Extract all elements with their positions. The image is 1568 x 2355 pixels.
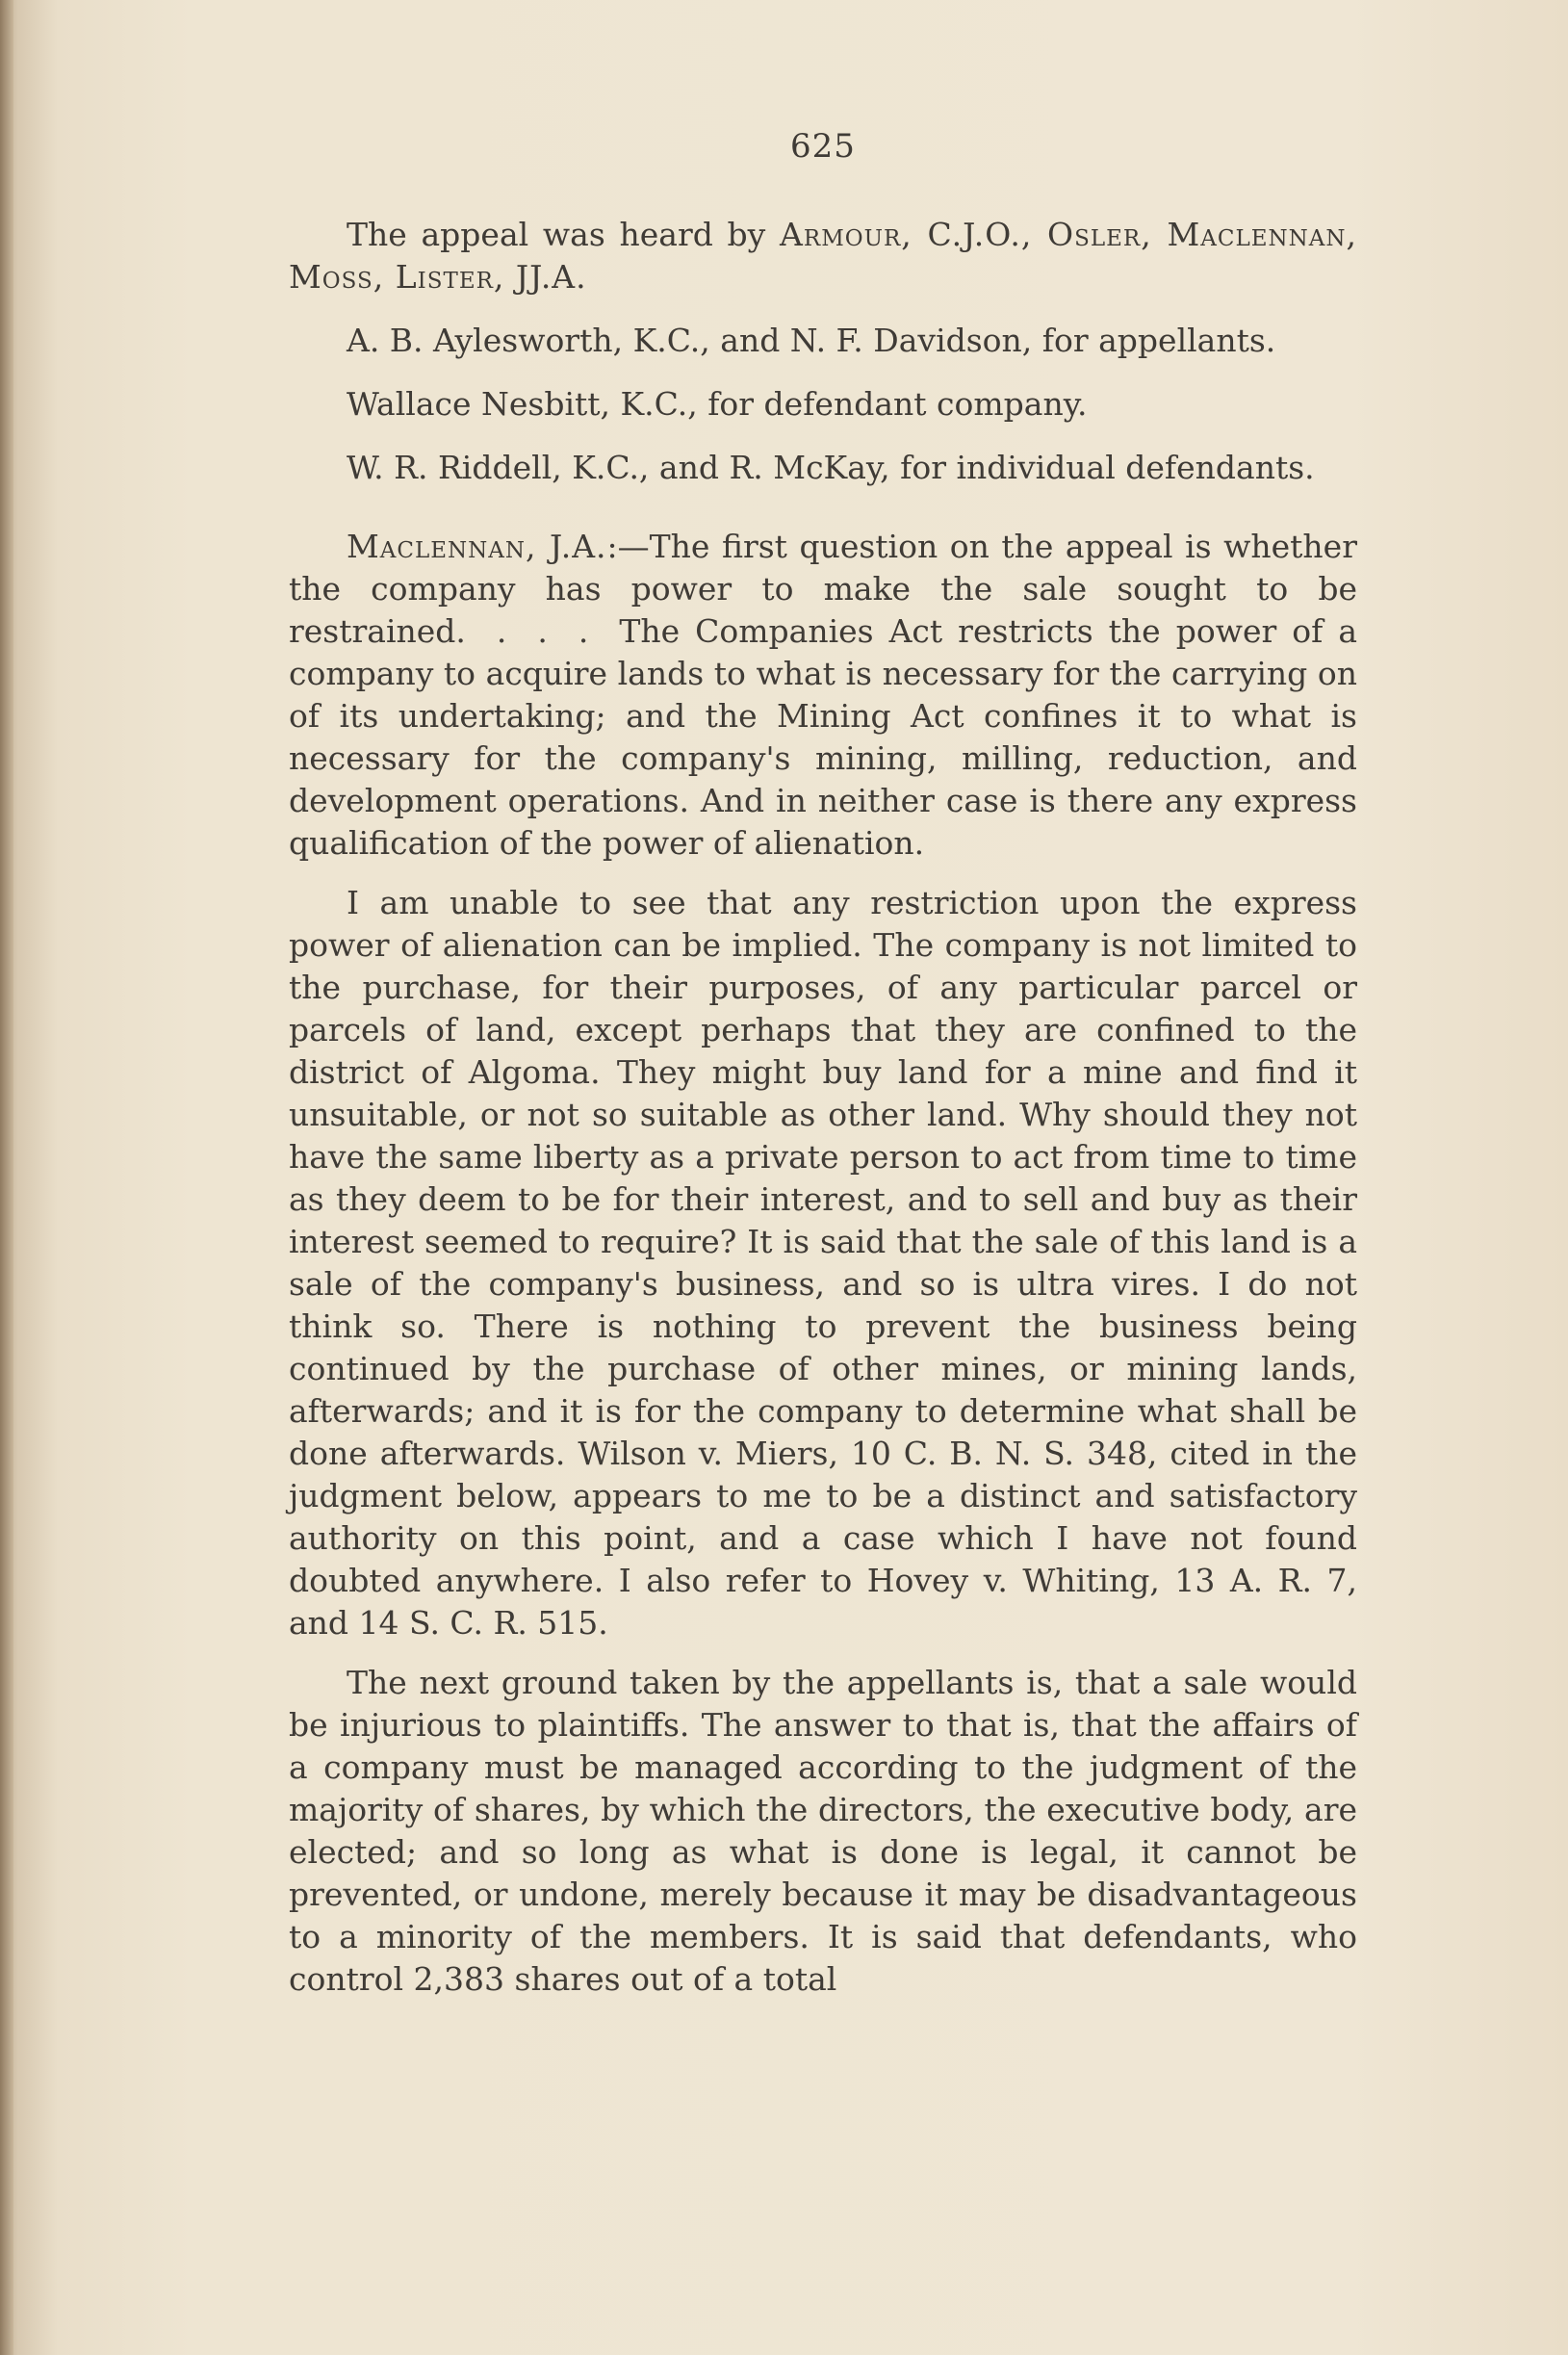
- judgment-paragraph-1: [289, 526, 1357, 865]
- judge-name: Maclennan, J.A.: [347, 528, 607, 565]
- judgment-paragraph-3: The next ground taken by the appellants is, that a sale would be injurious to plaintiffs. The answer to that is, that the affairs of a company must be managed according to the judgment of the majority of shares, by which the directors, the executive body, are elected; and so long as what is done is legal, it cannot be prevented, or undone, merely because it may be disadvantageous to a minority of the members. It is said that defendants, who control 2,383 shares out of a total: [289, 1664, 1357, 1998]
- counsel-appellants: A. B. Aylesworth, K.C., and N. F. Davidson, for appellants.: [347, 322, 1276, 359]
- page-number: 625: [790, 127, 856, 166]
- judgment-paragraph-2: I am unable to see that any restriction upon the express power of alienation can be implied. The company is not limited to the purchase, for their purposes, of any particular parcel or parcels of land, except perhaps that they are confined to the district of Algoma. They might buy land for a mine and find it unsuitable, or not so suitable as other land. Why should they not have the same liberty as a private person to act from time to time as they deem to be for their interest, and to sell and buy as their interest seemed to require? It is said that the sale of this land is a sale of the company's business, and so is ultra vires. I do not think so. There is nothing to prevent the business being continued by the purchase of other mines, or mining lands, afterwards; and it is for the company to determine what shall be done afterwards. Wilson v. Miers, 10 C. B. N. S. 348, cited in the judgment below, appears to me to be a distinct and satisfactory authority on this point, and a case which I have not found doubted anywhere. I also refer to Hovey v. Whiting, 13 A. R. 7, and 14 S. C. R. 515.: [289, 884, 1357, 1642]
- bench-statement: [289, 214, 1357, 298]
- judgment-paragraph-1-text: :—The first question on the appeal is whether the company has power to make the sale sought to be restrained. . . . The Companies Act restricts the power of a company to acquire lands to what is necessary for the carrying on of its undertaking; and the Mining Act confines it to what is necessary for the company's mining, milling, reduction, and development operations. And in neither case is there any express qualification of the power of alienation.: [289, 528, 1357, 862]
- counsel-defendant-company: Wallace Nesbitt, K.C., for defendant company.: [347, 385, 1088, 423]
- bench-judges: Armour, C.J.O., Osler, Maclennan, Moss, Lister, JJ.A.: [289, 216, 1357, 296]
- bench-intro: The appeal was heard by: [347, 216, 781, 253]
- book-spine-shadow: [0, 0, 13, 2355]
- page-content: [289, 125, 1357, 2018]
- counsel-individual-defendants: W. R. Riddell, K.C., and R. McKay, for individual defendants.: [347, 449, 1315, 486]
